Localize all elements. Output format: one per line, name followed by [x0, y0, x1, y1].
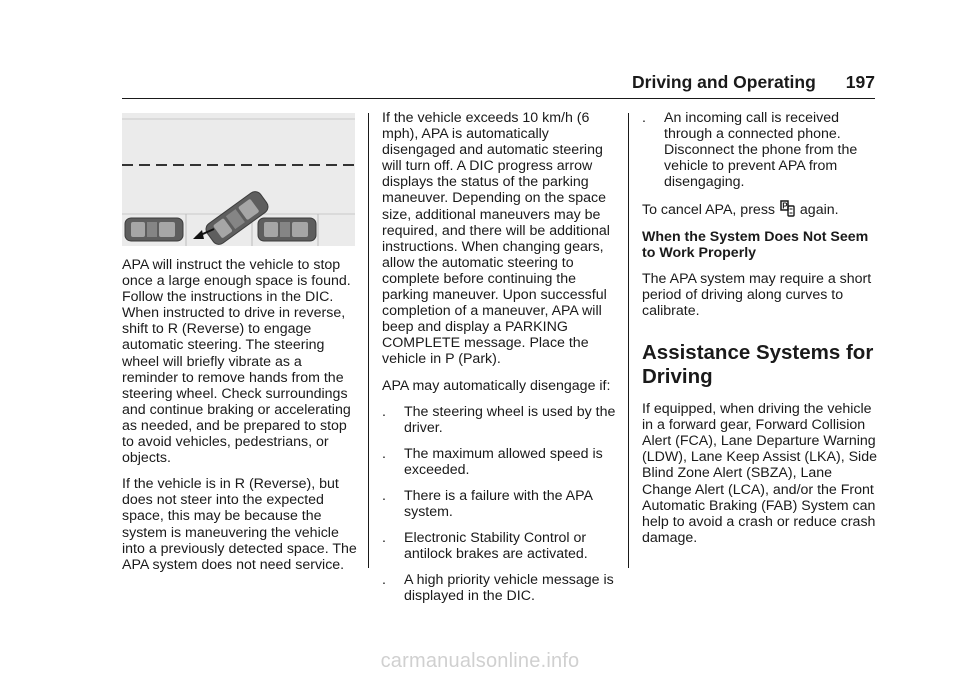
bullet-marker: . — [382, 572, 386, 589]
page-number: 197 — [845, 72, 875, 92]
list-item — [642, 110, 878, 190]
bullet-marker: . — [382, 445, 386, 462]
parking-illustration — [122, 113, 355, 246]
parked-car-left-icon — [125, 218, 183, 241]
section-title: Driving and Operating — [632, 72, 816, 92]
column-2 — [382, 110, 620, 615]
svg-text:P: P — [782, 201, 788, 211]
cancel-instruction — [642, 200, 878, 218]
list-item — [382, 572, 620, 604]
paragraph: If the vehicle is in R (Reverse), but does not steer into the expected space, this may be because the system is maneuvering the vehicle into a previously detected space. The APA system does not need service. — [122, 476, 357, 573]
paragraph: If the vehicle exceeds 10 km/h (6 mph), APA is automatically disengaged and automatic steering will turn off. A DIC progress arrow displays the status of the parking maneuver. Depending on the space size, additional maneuvers may be required, and there will be additional instructions. When changing gears, allow the automatic steering to complete before continuing the parking maneuver. Upon successful completion of a maneuver, APA will beep and display a PARKING COMPLETE message. Place the vehicle in P (Park). — [382, 110, 610, 368]
parked-car-right-icon — [258, 218, 316, 241]
list-item-text: An incoming call is received through a connected phone. Disconnect the phone from the vehicle to prevent APA from disengaging. — [664, 110, 858, 191]
cancel-text: again. — [799, 202, 839, 219]
list-item-text: There is a failure with the APA system. — [404, 487, 593, 521]
watermark: carmanualsonline.info — [380, 650, 580, 672]
list-item — [382, 530, 620, 562]
column-divider — [368, 113, 369, 568]
bullet-marker: . — [382, 403, 386, 420]
subheading: When the System Does Not Seem to Work Properly — [642, 228, 869, 261]
bullet-marker: . — [382, 487, 386, 504]
column-1 — [122, 257, 358, 583]
paragraph: APA may automatically disengage if: — [382, 377, 611, 394]
bullet-marker: . — [642, 110, 646, 126]
paragraph: APA will instruct the vehicle to stop once a large enough space is found. Follow the instructions in the DIC. When instructed to drive in reverse, shift to R (Reverse) to engage automatic steering. The steering wheel will briefly vibrate as a reminder to remove hands from the steering wheel. Check surroundings and continue braking or accelerating as needed, and be prepared to stop to avoid vehicles, pedestrians, or objects. — [122, 257, 351, 467]
bullet-marker: . — [382, 530, 386, 547]
list-item-text: The maximum allowed speed is exceeded. — [404, 445, 603, 478]
parking-assist-icon — [780, 200, 795, 217]
list-item — [382, 404, 620, 436]
list-item-text: A high priority vehicle message is displayed in the DIC. — [404, 572, 614, 605]
header-rule — [122, 98, 875, 99]
list-item-text: The steering wheel is used by the driver. — [404, 403, 616, 436]
paragraph: The APA system may require a short period of driving along curves to calibrate. — [642, 270, 872, 319]
section-heading: Assistance Systems for Driving — [642, 341, 874, 389]
list-item — [382, 488, 620, 520]
list-item — [382, 446, 620, 478]
paragraph: If equipped, when driving the vehicle in a forward gear, Forward Collision Alert (FCA), Lane Departure Warning (LDW), Lane Keep Assist (LKA), Side Blind Zone Alert (SBZA), Lane Change Alert (LCA), and/or the Front Automatic Braking (FAB) System can help to avoid a crash or reduce crash damage. — [642, 401, 877, 546]
cancel-text: To cancel APA, press — [642, 202, 776, 219]
column-divider — [628, 113, 629, 568]
list-item-text: Electronic Stability Control or antilock brakes are activated. — [404, 530, 588, 563]
column-3 — [642, 110, 878, 556]
page-header — [122, 72, 875, 94]
